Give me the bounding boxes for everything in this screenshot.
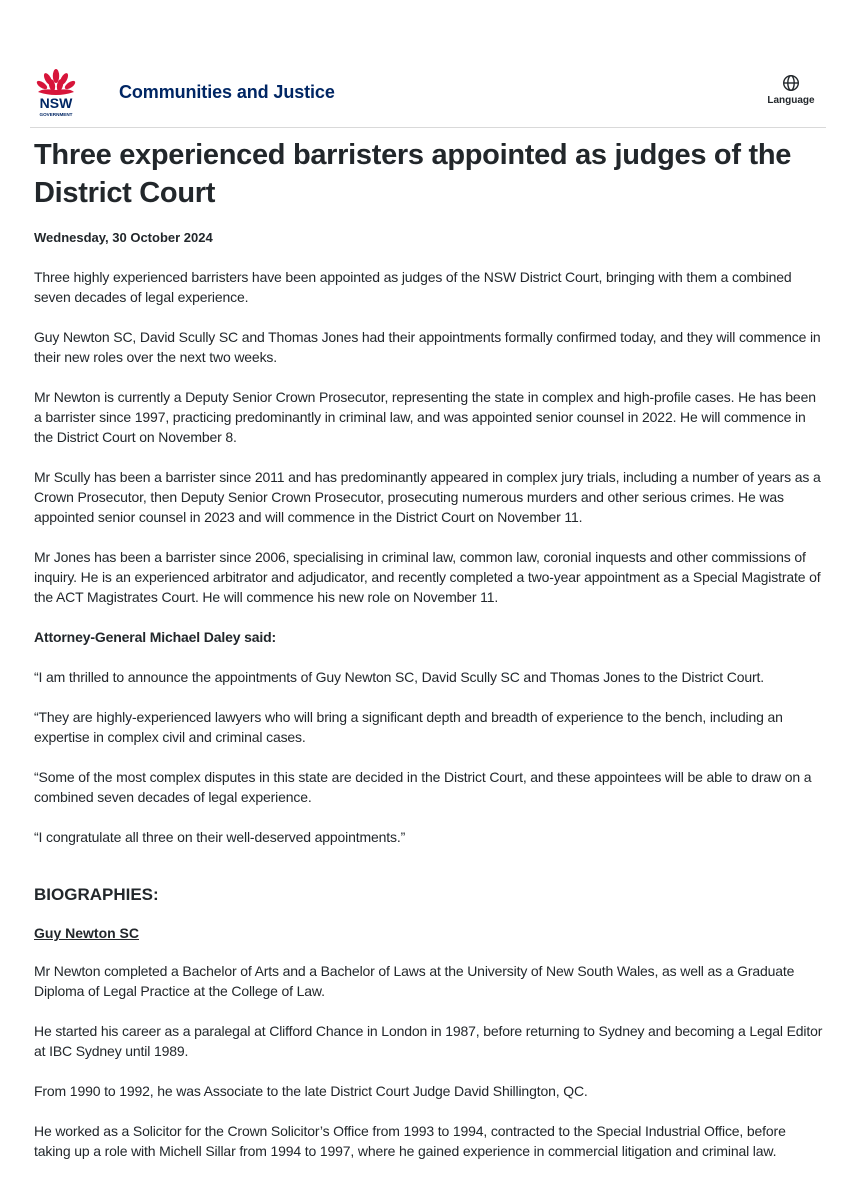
language-selector[interactable] [762,74,820,106]
waratah-icon [30,68,82,124]
quote-paragraph: “They are highly-experienced lawyers who will bring a significant depth and breadth of experience to the bench, including an expertise in complex civil and criminal cases. [34,709,783,745]
article-title: Three experienced barristers appointed as judges of the District Court [34,139,792,209]
article [34,136,824,1181]
nsw-government-logo[interactable] [30,68,82,124]
article-date: Wednesday, 30 October 2024 [34,230,213,245]
quote-paragraph: “I congratulate all three on their well-deserved appointments.” [34,829,406,845]
paragraph: Mr Jones has been a barrister since 2006, specialising in criminal law, common law, coronial inquests and other commissions of inquiry. He is an experienced arbitrator and adjudicator, and recently completed a two-year appointment as a Special Magistrate of the ACT Magistrates Court. He will commence his new role on November 11. [34,549,821,605]
site-header [0,0,848,128]
site-title[interactable]: Communities and Justice [119,82,335,102]
logo-wordmark: NSW [39,95,73,111]
paragraph: Mr Scully has been a barrister since 2011 and has predominantly appeared in complex jury trials, including a number of years as a Crown Prosecutor, then Deputy Senior Crown Prosecutor, prosecuting numerous murders and other serious crimes. He was appointed senior counsel in 2023 and will commence in the District Court on November 11. [34,469,821,525]
quote-paragraph: “I am thrilled to announce the appointments of Guy Newton SC, David Scully SC and Thomas Jones to the District Court. [34,669,764,685]
header-divider [30,127,826,128]
bio-name-guy-newton: Guy Newton SC [34,925,140,941]
logo-subtext: GOVERNMENT [39,112,73,117]
bio-paragraph: He started his career as a paralegal at Clifford Chance in London in 1987, before returning to Sydney and becoming a Legal Editor at IBC Sydney until 1989. [34,1023,823,1059]
bio-paragraph: From 1990 to 1992, he was Associate to the late District Court Judge David Shillington, QC. [34,1083,588,1099]
bio-paragraph: He worked as a Solicitor for the Crown Solicitor’s Office from 1993 to 1994, contracted to the Special Industrial Office, before taking up a role with Michell Sillar from 1994 to 1997, where he gained experience in commercial litigation and criminal law. [34,1123,786,1159]
globe-icon [782,74,800,92]
paragraph: Three highly experienced barristers have been appointed as judges of the NSW District Court, bringing with them a combined seven decades of legal experience. [34,269,792,305]
biographies-heading: BIOGRAPHIES: [34,885,159,904]
bio-paragraph: Mr Newton completed a Bachelor of Arts and a Bachelor of Laws at the University of New South Wales, as well as a Graduate Diploma of Legal Practice at the College of Law. [34,963,795,999]
quote-attribution: Attorney-General Michael Daley said: [34,629,277,645]
paragraph: Mr Newton is currently a Deputy Senior Crown Prosecutor, representing the state in complex and high-profile cases. He has been a barrister since 1997, practicing predominantly in criminal law, and was appointed senior counsel in 2022. He will commence in the District Court on November 8. [34,389,816,445]
quote-paragraph: “Some of the most complex disputes in this state are decided in the District Court, and these appointees will be able to draw on a combined seven decades of legal experience. [34,769,812,805]
paragraph: Guy Newton SC, David Scully SC and Thomas Jones had their appointments formally confirmed today, and they will commence in their new roles over the next two weeks. [34,329,821,365]
language-label: Language [767,95,815,106]
